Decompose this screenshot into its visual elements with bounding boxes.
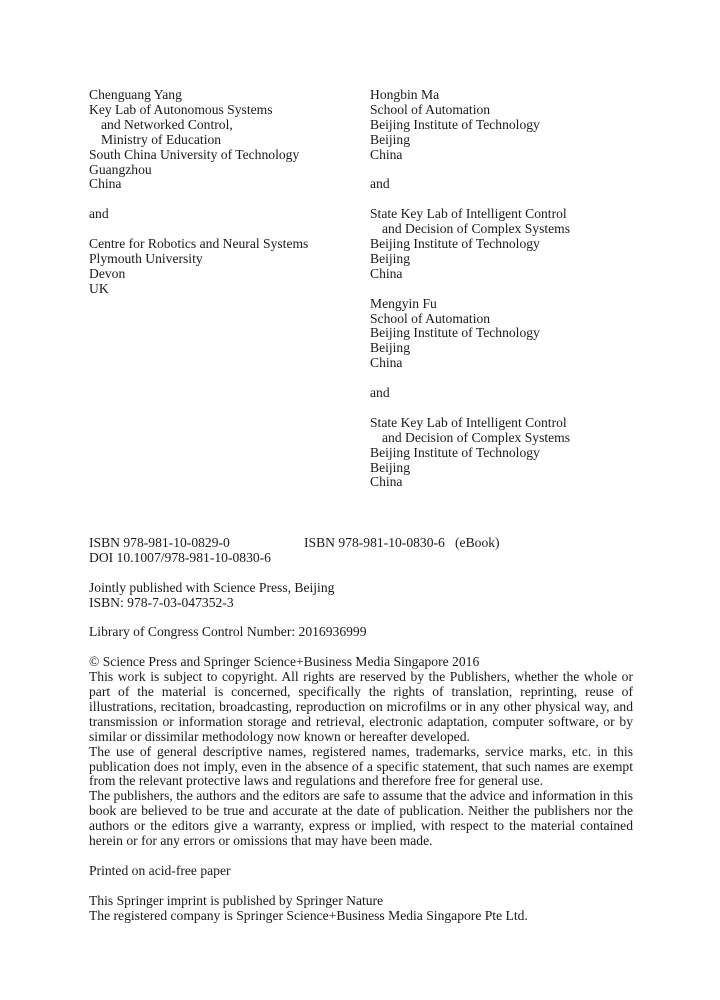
doi: DOI 10.1007/978-981-10-0830-6 [89, 549, 271, 565]
rights-paragraph: This work is subject to copyright. All rights are reserved by the Publishers, whether the whole or part of the material is concerned, specifically the rights of translation, reprinting, reuse of illustrations, recitation, broadcasting, reproduction on microfilms or in any other physical way, and transmission or information storage and retrieval, electronic adaptation, computer software, or by similar or dissimilar methodology now known or hereafter developed. [89, 669, 633, 744]
and-connector: and [89, 206, 109, 222]
affiliation-line: Key Lab of Autonomous Systems [89, 101, 273, 117]
affiliation-line: State Key Lab of Intelligent Control [370, 206, 567, 222]
affiliation-line: and Decision of Complex Systems [382, 221, 571, 237]
joint-publication [89, 581, 633, 611]
imprint-section [89, 894, 633, 924]
affiliation-line: Beijing Institute of Technology [370, 116, 540, 132]
affiliation-line: Beijing [370, 340, 411, 356]
publication-info [89, 536, 633, 923]
and-connector: and [370, 176, 390, 192]
affiliation-line: Beijing [370, 459, 411, 475]
isbn-ebook: ISBN 978-981-10-0830-6 (eBook) [304, 535, 500, 550]
affiliation-line: Beijing Institute of Technology [370, 444, 540, 460]
names-paragraph: The use of general descriptive names, registered names, trademarks, service marks, etc. in this publication does not imply, even in the absence of a specific statement, that such names are exempt from the relevant protective laws and regulations and therefore free for general use. [89, 743, 633, 789]
author-name: Hongbin Ma [370, 87, 440, 102]
affiliation-line: China [370, 355, 403, 371]
author-name: Chenguang Yang [89, 87, 182, 102]
and-connector: and [370, 385, 390, 401]
affiliation-line: China [370, 265, 403, 281]
paper-note [89, 864, 633, 879]
right-author-block [370, 88, 630, 490]
affiliation-line: School of Automation [370, 310, 491, 326]
left-author-block [89, 88, 354, 297]
isbn-print: ISBN 978-981-10-0829-0 [89, 535, 230, 550]
affiliation-line: China [370, 474, 403, 490]
loc-control-number [89, 625, 633, 640]
registered-company: The registered company is Springer Science+Business Media Singapore Pte Ltd. [89, 907, 528, 923]
affiliation-line: China [370, 146, 403, 162]
affiliation-line: Ministry of Education [101, 131, 222, 147]
affiliation-line: and Decision of Complex Systems [382, 429, 571, 445]
copyright-line: © Science Press and Springer Science+Business Media Singapore 2016 [89, 654, 480, 670]
affiliation-line: South China University of Technology [89, 146, 300, 162]
affiliation-line: Beijing [370, 250, 411, 266]
affiliation-line: Guangzhou [89, 161, 152, 177]
jointly-published: Jointly published with Science Press, Beijing [89, 579, 335, 595]
affiliation-line: Plymouth University [89, 250, 203, 266]
isbn-science-press: ISBN: 978-7-03-047352-3 [89, 594, 234, 610]
affiliation-line: Beijing Institute of Technology [370, 325, 540, 341]
author-name: Mengyin Fu [370, 295, 437, 311]
affiliation-line: Devon [89, 265, 126, 281]
affiliation-line: and Networked Control, [101, 116, 233, 132]
affiliation-line: School of Automation [370, 101, 491, 117]
isbn-row [89, 536, 633, 551]
acid-free-paper: Printed on acid-free paper [89, 862, 231, 878]
affiliation-line: UK [89, 280, 109, 296]
affiliation-line: Beijing Institute of Technology [370, 236, 540, 252]
loc-text: Library of Congress Control Number: 2016936999 [89, 624, 367, 640]
affiliation-line: Beijing [370, 131, 411, 147]
imprint-line: This Springer imprint is published by Springer Nature [89, 892, 384, 908]
affiliation-line: State Key Lab of Intelligent Control [370, 414, 567, 430]
copyright-section [89, 655, 633, 849]
affiliation-line: Centre for Robotics and Neural Systems [89, 236, 309, 252]
affiliation-line: China [89, 176, 122, 192]
disclaimer-paragraph: The publishers, the authors and the editors are safe to assume that the advice and information in this book are believed to be true and accurate at the date of publication. Neither the publishers nor the authors or the editors give a warranty, express or implied, with respect to the material contained herein or for any errors or omissions that may have been made. [89, 788, 633, 849]
